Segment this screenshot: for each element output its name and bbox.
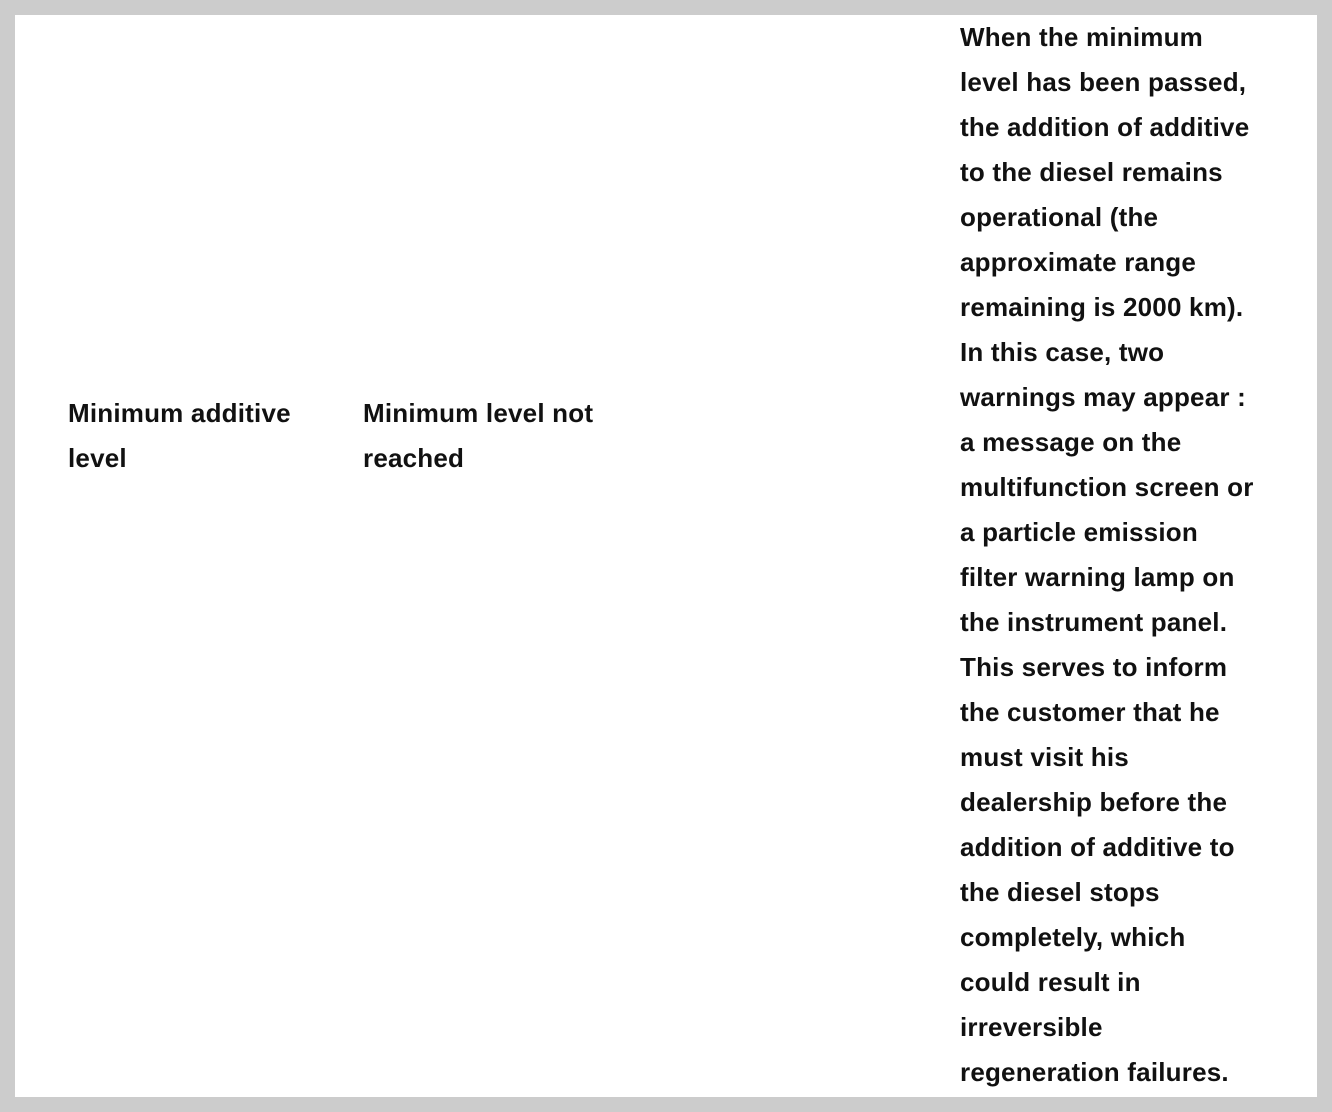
cell-text-line: approximate range <box>960 247 1197 277</box>
cell-text-line: In this case, two <box>960 337 1165 367</box>
cell-text-line: the addition of additive <box>960 112 1250 142</box>
cell-text-line: When the minimum <box>960 22 1203 52</box>
cell-text-line: level <box>68 443 127 473</box>
cell-text-line: warnings may appear : <box>960 382 1246 412</box>
cell-text-line: reached <box>363 443 465 473</box>
cell-text-line: the diesel stops <box>960 877 1160 907</box>
cell-text-line: completely, which <box>960 922 1186 952</box>
description-cell <box>960 15 1300 1095</box>
cell-text-line: filter warning lamp on <box>960 562 1235 592</box>
cell-text-line: addition of additive to <box>960 832 1235 862</box>
cell-text-line: level has been passed, <box>960 67 1247 97</box>
condition-cell <box>363 391 633 481</box>
cell-text-line: a message on the <box>960 427 1182 457</box>
cell-text-line: irreversible <box>960 1012 1103 1042</box>
cell-text-line: must visit his <box>960 742 1129 772</box>
cell-text-line: the instrument panel. <box>960 607 1228 637</box>
document-page <box>15 15 1317 1097</box>
cell-text-line: a particle emission <box>960 517 1198 547</box>
cell-text-line: multifunction screen or <box>960 472 1254 502</box>
cell-text-line: could result in <box>960 967 1141 997</box>
cell-text-line: This serves to inform <box>960 652 1228 682</box>
parameter-cell <box>68 391 328 481</box>
cell-text-line: dealership before the <box>960 787 1228 817</box>
cell-text-line: remaining is 2000 km). <box>960 292 1244 322</box>
cell-text-line: the customer that he <box>960 697 1220 727</box>
cell-text-line: Minimum level not <box>363 398 594 428</box>
cell-text-line: regeneration failures. <box>960 1057 1229 1087</box>
cell-text-line: to the diesel remains <box>960 157 1223 187</box>
cell-text-line: operational (the <box>960 202 1159 232</box>
cell-text-line: Minimum additive <box>68 398 291 428</box>
